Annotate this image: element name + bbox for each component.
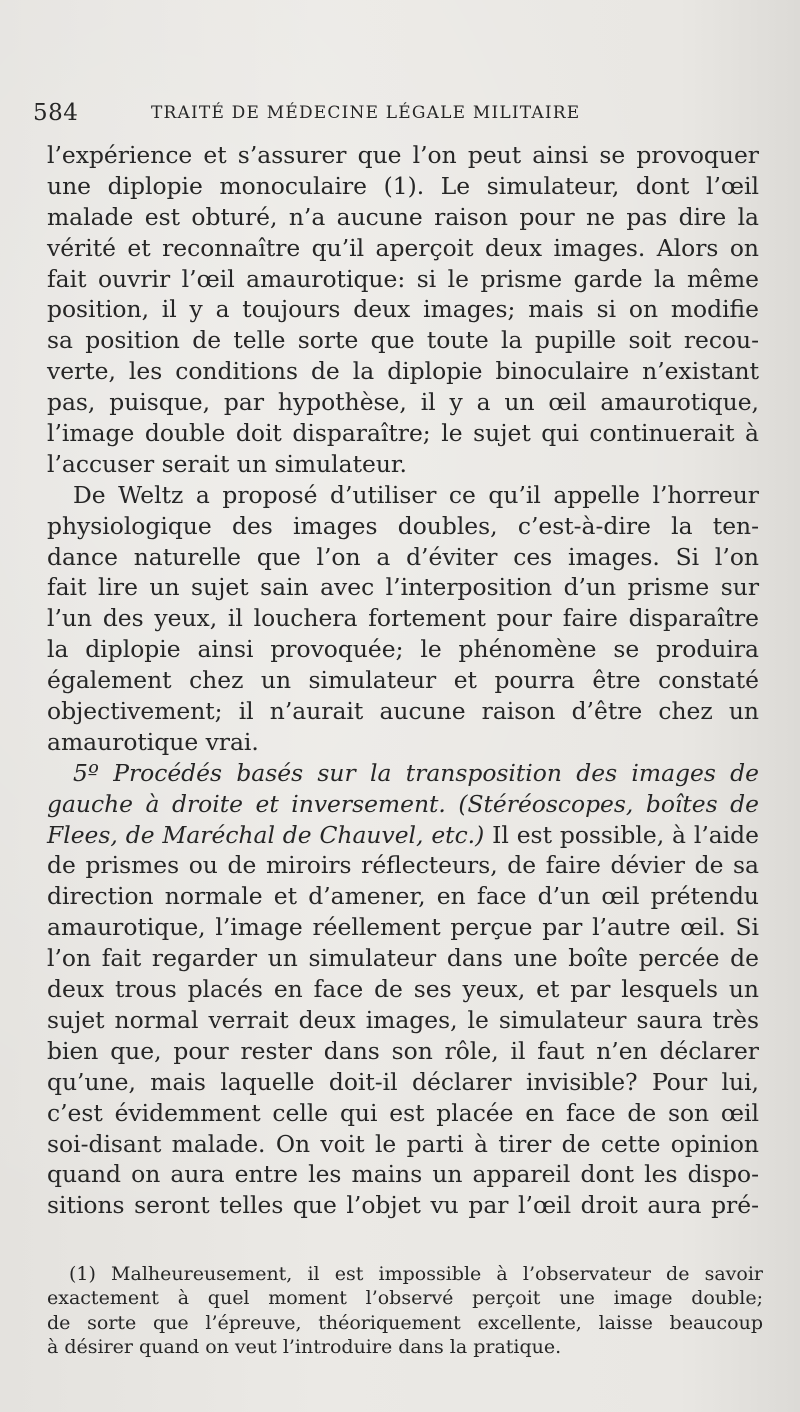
text-line: objectivement; il n’aurait aucune raison d’être chez un <box>47 697 759 726</box>
text-line: soi-disant malade. On voit le parti à tirer de cette opinion <box>47 1129 759 1158</box>
text-line: physiologique des images doubles, c’est-à-dire la ten- <box>47 511 759 540</box>
text-line: vérité et reconnaître qu’il aperçoit deux images. Alors on <box>47 233 759 262</box>
text-line: l’un des yeux, il louchera fortement pour faire disparaître <box>47 604 759 633</box>
text-line: sitions seront telles que l’objet vu par l’œil droit aura pré- <box>47 1191 759 1220</box>
text-line: amaurotique vrai. <box>47 727 259 756</box>
text-line: bien que, pour rester dans son rôle, il faut n’en déclarer <box>47 1036 759 1065</box>
running-title: TRAITÉ DE MÉDECINE LÉGALE MILITAIRE <box>151 103 581 123</box>
text-line: l’image double doit disparaître; le sujet qui continuerait à <box>47 419 759 448</box>
footnote-line: à désirer quand on veut l’introduire dans la pratique. <box>47 1336 562 1359</box>
text-line: la diplopie ainsi provoquée; le phénomène se produira <box>47 635 759 664</box>
text-line: fait lire un sujet sain avec l’interposition d’un prisme sur <box>47 573 759 602</box>
text-line: dance naturelle que l’on a d’éviter ces images. Si l’on <box>47 542 759 571</box>
text-line: de prismes ou de miroirs réflecteurs, de faire dévier de sa <box>47 851 759 880</box>
text-line: l’on fait regarder un simulateur dans une boîte percée de <box>47 944 759 973</box>
text-line: une diplopie monoculaire (1). Le simulateur, dont l’œil <box>47 171 759 200</box>
section-heading-line: 5º Procédés basés sur la transposition des images de <box>73 758 759 787</box>
text-line: quand on aura entre les mains un appareil dont les dispo- <box>47 1160 759 1189</box>
text-line: malade est obturé, n’a aucune raison pour ne pas dire la <box>47 202 759 231</box>
text-segment: Il est possible, à l’aide <box>484 820 759 849</box>
text-line: l’accuser serait un simulateur. <box>47 449 407 478</box>
text-line: également chez un simulateur et pourra être constaté <box>47 666 759 695</box>
text-line: direction normale et d’amener, en face d’un œil prétendu <box>47 882 759 911</box>
text-line: amaurotique, l’image réellement perçue par l’autre œil. Si <box>47 913 759 942</box>
text-line: De Weltz a proposé d’utiliser ce qu’il appelle l’horreur <box>73 480 759 509</box>
text-line: qu’une, mais laquelle doit-il déclarer invisible? Pour lui, <box>47 1067 759 1096</box>
text-line: sa position de telle sorte que toute la pupille soit recou- <box>47 326 759 355</box>
text-line: fait ouvrir l’œil amaurotique: si le prisme garde la même <box>47 264 759 293</box>
footnote <box>47 1262 763 1360</box>
footnote-line: exactement à quel moment l’observé perçoit une image double; <box>47 1287 763 1310</box>
text-line: pas, puisque, par hypothèse, il y a un œil amaurotique, <box>47 388 759 417</box>
page-header <box>33 100 763 130</box>
footnote-line: de sorte que l’épreuve, théoriquement excellente, laisse beaucoup <box>47 1311 763 1334</box>
text-line: l’expérience et s’assurer que l’on peut ainsi se provoquer <box>47 141 759 169</box>
text-line: c’est évidemment celle qui est placée en face de son œil <box>47 1098 759 1127</box>
body-text <box>47 140 759 1221</box>
text-line: position, il y a toujours deux images; mais si on modifie <box>47 295 759 324</box>
text-line: sujet normal verrait deux images, le simulateur saura très <box>47 1005 759 1034</box>
text-line: verte, les conditions de la diplopie binoculaire n’existant <box>47 357 759 386</box>
footnote-line: (1) Malheureusement, il est impossible à l’observateur de savoir <box>69 1263 763 1285</box>
text-line: deux trous placés en face de ses yeux, et par lesquels un <box>47 975 759 1004</box>
section-heading-tail: Flees, de Maréchal de Chauvel, etc.) <box>47 820 485 849</box>
text-line-mixed <box>47 820 759 851</box>
section-heading-line: gauche à droite et inversement. (Stéréoscopes, boîtes de <box>47 789 759 818</box>
page-number: 584 <box>33 100 79 126</box>
